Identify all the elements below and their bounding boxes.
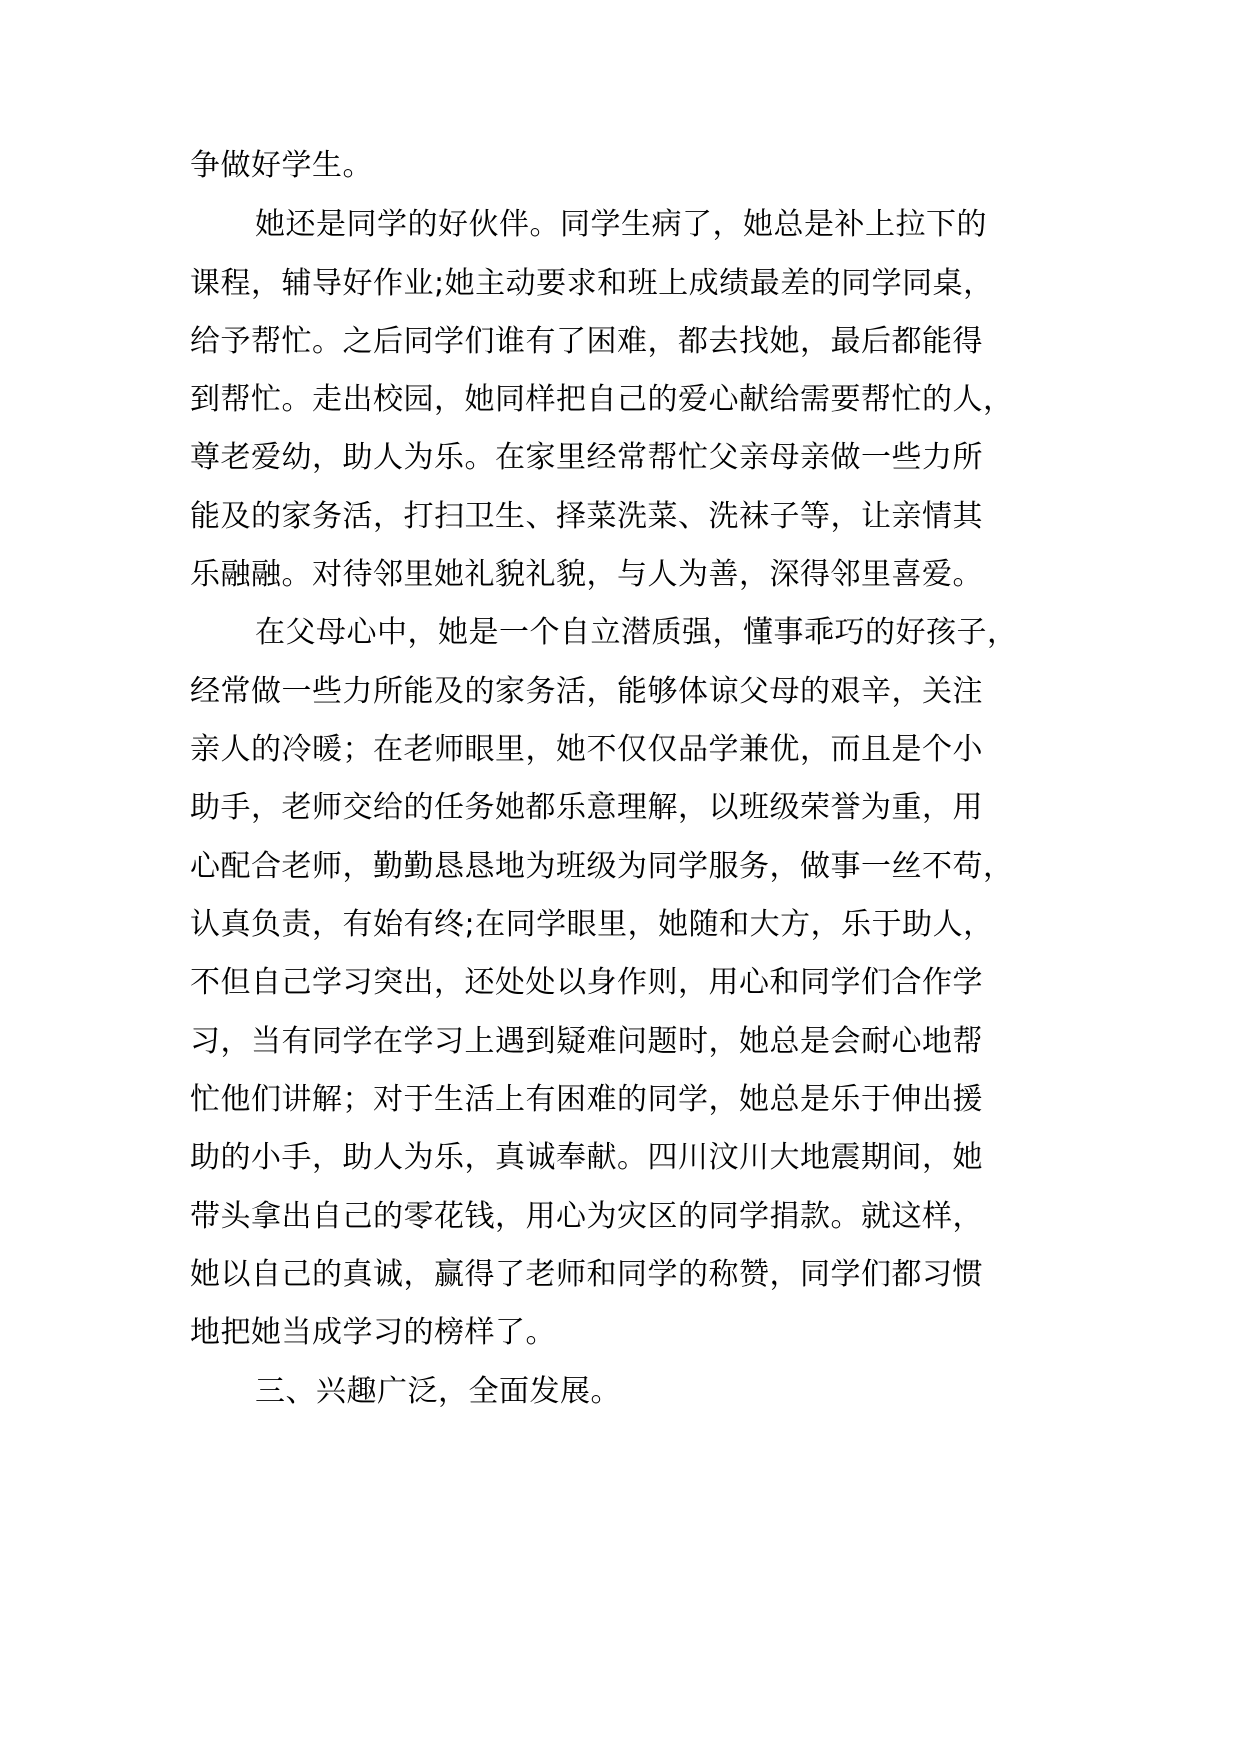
text-line: 尊老爱幼，助人为乐。在家里经常帮忙父亲母亲做一些力所 — [190, 440, 983, 475]
paragraph-start-line: 她还是同学的好伙伴。同学生病了，她总是补上拉下的 — [255, 207, 987, 242]
text-line: 争做好学生。 — [190, 148, 373, 183]
section-heading: 三、兴趣广泛，全面发展。 — [255, 1374, 621, 1409]
paragraph-start-line: 在父母心中，她是一个自立潜质强，懂事乖巧的好孩子， — [255, 615, 1018, 650]
text-line: 忙他们讲解；对于生活上有困难的同学，她总是乐于伸出援 — [190, 1082, 983, 1117]
text-line: 助的小手，助人为乐，真诚奉献。四川汶川大地震期间，她 — [190, 1140, 983, 1175]
text-line: 能及的家务活，打扫卫生、择菜洗菜、洗袜子等，让亲情其 — [190, 499, 983, 534]
text-line: 给予帮忙。之后同学们谁有了困难，都去找她，最后都能得 — [190, 324, 983, 359]
text-line: 带头拿出自己的零花钱，用心为灾区的同学捐款。就这样， — [190, 1199, 983, 1234]
text-line: 课程，辅导好作业;她主动要求和班上成绩最差的同学同桌， — [190, 266, 994, 301]
text-line: 不但自己学习突出，还处处以身作则，用心和同学们合作学 — [190, 965, 983, 1000]
text-line: 习，当有同学在学习上遇到疑难问题时，她总是会耐心地帮 — [190, 1024, 983, 1059]
text-line: 认真负责，有始有终;在同学眼里，她随和大方，乐于助人， — [190, 907, 994, 942]
text-line: 助手，老师交给的任务她都乐意理解，以班级荣誉为重，用 — [190, 790, 983, 825]
text-line: 亲人的冷暖；在老师眼里，她不仅仅品学兼优，而且是个小 — [190, 732, 983, 767]
text-line: 地把她当成学习的榜样了。 — [190, 1315, 556, 1350]
text-line: 乐融融。对待邻里她礼貌礼貌，与人为善，深得邻里喜爱。 — [190, 557, 983, 592]
text-line: 经常做一些力所能及的家务活，能够体谅父母的艰辛，关注 — [190, 674, 983, 709]
text-line: 她以自己的真诚，赢得了老师和同学的称赞，同学们都习惯 — [190, 1257, 983, 1292]
text-line: 心配合老师，勤勤恳恳地为班级为同学服务，做事一丝不苟， — [190, 849, 1014, 884]
text-line: 到帮忙。走出校园，她同样把自己的爱心献给需要帮忙的人， — [190, 382, 1014, 417]
